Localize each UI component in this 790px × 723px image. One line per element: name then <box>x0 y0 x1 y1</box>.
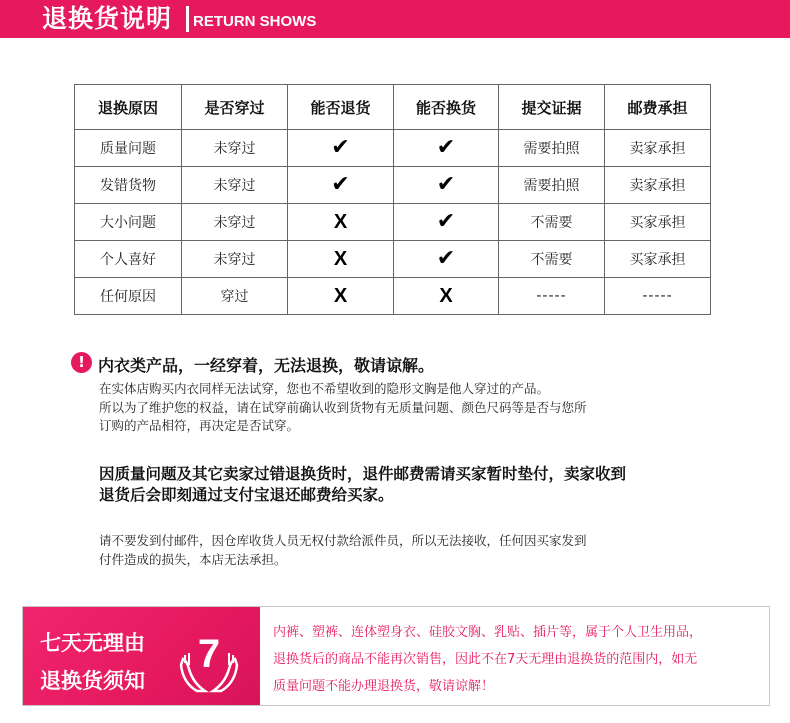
worn-cell: 未穿过 <box>182 241 288 278</box>
seven-day-banner <box>22 606 770 706</box>
exchange-cell <box>394 130 499 167</box>
evidence-cell: 不需要 <box>499 241 605 278</box>
worn-cell: 未穿过 <box>182 204 288 241</box>
notice-line: 订购的产品相符，再决定是否试穿。 <box>99 418 300 433</box>
reason-cell: 大小问题 <box>75 204 182 241</box>
page-subtitle: RETURN SHOWS <box>193 13 317 30</box>
quality-line: 退货后会即刻通过支付宝退还邮费给买家。 <box>99 486 394 504</box>
checkmark-icon: ✔ <box>436 135 456 160</box>
return-cell <box>288 204 394 241</box>
worn-cell: 未穿过 <box>182 130 288 167</box>
quality-line: 因质量问题及其它卖家过错退换货时，退件邮费需请买家暂时垫付，卖家收到 <box>99 465 627 483</box>
notice-line: 所以为了维护您的权益，请在试穿前确认收到货物有无质量问题、颜色尺码等是否与您所 <box>99 399 587 415</box>
shipping-cell: 卖家承担 <box>605 130 711 167</box>
seven-hands-icon <box>175 625 243 697</box>
reason-cell: 质量问题 <box>75 130 182 167</box>
reason-cell: 任何原因 <box>75 278 182 315</box>
banner-line: 质量问题不能办理退换货，敬请谅解！ <box>273 679 495 694</box>
shipping-cell: 买家承担 <box>605 241 711 278</box>
table-header-row <box>75 85 711 130</box>
column-header: 是否穿过 <box>182 85 288 130</box>
checkmark-icon: ✔ <box>331 135 350 160</box>
column-header: 提交证据 <box>499 85 605 130</box>
checkmark-icon: ✔ <box>436 209 456 234</box>
return-policy-table <box>74 84 711 315</box>
exchange-cell <box>394 241 499 278</box>
cross-icon: X <box>439 285 453 307</box>
cross-icon: X <box>333 285 348 307</box>
shipping-cell: 卖家承担 <box>605 167 711 204</box>
reason-cell: 个人喜好 <box>75 241 182 278</box>
return-cell <box>288 241 394 278</box>
worn-cell: 未穿过 <box>182 167 288 204</box>
shipping-line: 付件造成的损失，本店无法承担。 <box>99 552 287 567</box>
evidence-cell: 需要拍照 <box>499 130 605 167</box>
evidence-cell: 不需要 <box>499 204 605 241</box>
notice-line: 在实体店购买内衣同样无法试穿，您也不希望收到的隐形文胸是他人穿过的产品。 <box>99 381 550 396</box>
banner-title-line1: 七天无理由 <box>40 631 145 655</box>
column-header: 邮费承担 <box>605 85 711 130</box>
exclamation-icon: ! <box>71 352 92 373</box>
shipping-line: 请不要发到付邮件，因仓库收货人员无权付款给派件员，所以无法接收，任何因买家发到 <box>99 533 587 548</box>
evidence-cell: 需要拍照 <box>499 167 605 204</box>
page-title: 退换货说明 <box>42 4 173 33</box>
notice-text <box>99 380 659 436</box>
banner-title-panel <box>23 607 260 705</box>
table-row <box>75 167 711 204</box>
shipping-note <box>99 531 699 569</box>
evidence-cell: ----- <box>499 278 605 315</box>
reason-cell: 发错货物 <box>75 167 182 204</box>
header-band <box>0 0 790 38</box>
table-row <box>75 204 711 241</box>
shipping-cell: ----- <box>605 278 711 315</box>
banner-line: 内裤、塑裤、连体塑身衣、硅胶文胸、乳贴、插片等，属于个人卫生用品， <box>273 625 703 640</box>
return-cell <box>288 167 394 204</box>
table-row <box>75 278 711 315</box>
quality-issue-heading <box>99 464 739 506</box>
table-row <box>75 130 711 167</box>
return-cell <box>288 278 394 315</box>
shipping-cell: 买家承担 <box>605 204 711 241</box>
table-row <box>75 241 711 278</box>
column-header: 退换原因 <box>75 85 182 130</box>
cross-icon: X <box>333 211 348 233</box>
cross-icon: X <box>333 248 348 270</box>
notice-heading: 内衣类产品，一经穿着，无法退换，敬请谅解。 <box>98 356 435 375</box>
worn-cell: 穿过 <box>182 278 288 315</box>
column-header: 能否退货 <box>288 85 394 130</box>
exchange-cell <box>394 278 499 315</box>
checkmark-icon: ✔ <box>331 172 350 197</box>
banner-title-line2: 退换货须知 <box>40 669 145 693</box>
seven-badge-number: 7 <box>197 632 221 676</box>
column-header: 能否换货 <box>394 85 499 130</box>
exchange-cell <box>394 167 499 204</box>
banner-line: 退换货后的商品不能再次销售，因此不在7天无理由退换货的范围内，如无 <box>273 652 698 667</box>
banner-text <box>273 619 768 700</box>
checkmark-icon: ✔ <box>436 246 456 271</box>
exchange-cell <box>394 204 499 241</box>
checkmark-icon: ✔ <box>436 172 456 197</box>
return-cell <box>288 130 394 167</box>
table-body <box>75 130 711 315</box>
title-divider <box>186 6 189 32</box>
